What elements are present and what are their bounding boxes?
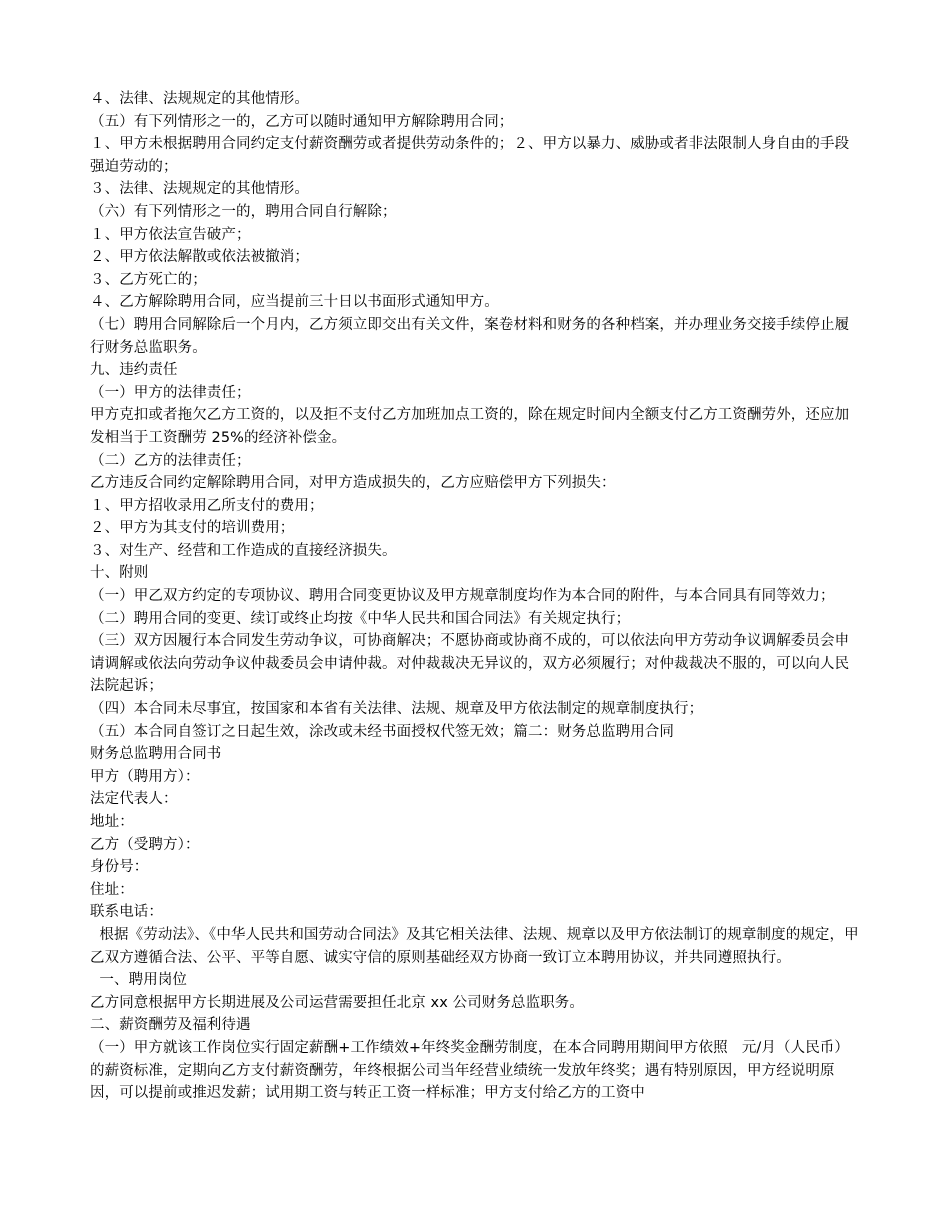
document-line: （一）甲方就该工作岗位实行固定薪酬+工作绩效+年终奖金酬劳制度，在本合同聘用期间甲方依照 元/月（人民币）的薪资标准，定期向乙方支付薪资酬劳，年终根据公司当年经营业绩统一发放年终奖；遇有特别原因，甲方经说明原因，可以提前或推迟发薪；试用期工资与转正工资一样标准；甲方支付给乙方的工资中 bbox=[90, 1039, 850, 1102]
document-line: ４、乙方解除聘用合同，应当提前三十日以书面形式通知甲方。 bbox=[90, 294, 499, 311]
document-line: （五）本合同自签订之日起生效，涂改或未经书面授权代签无效；篇二：财务总监聘用合同 bbox=[90, 723, 674, 740]
document-line: （七）聘用合同解除后一个月内，乙方须立即交出有关文件，案卷材料和财务的各种档案，并办理业务交接手续停止履行财务总监职务。 bbox=[90, 316, 850, 356]
document-line: （一）甲乙双方约定的专项协议、聘用合同变更协议及甲方规章制度均作为本合同的附件，与本合同具有同等效力； bbox=[90, 588, 835, 605]
document-line: （二）乙方的法律责任； bbox=[90, 452, 251, 469]
document-line: 一、聘用岗位 bbox=[90, 972, 188, 989]
document-line: 十、附则 bbox=[90, 565, 149, 582]
document-line: 地址： bbox=[90, 814, 134, 830]
document-line: １、甲方依法宣告破产； bbox=[90, 226, 251, 243]
document-line: （四）本合同未尽事宜，按国家和本省有关法律、法规、规章及甲方依法制定的规章制度执行； bbox=[90, 701, 704, 718]
document-line: 根据《劳动法》、《中华人民共和国劳动合同法》及其它相关法律、法规、规章以及甲方依法制订的规章制度的规定，甲乙双方遵循合法、公平、平等自愿、诚实守信的原则基础经双方协商一致订立本聘用协议，并共同遵照执行。 bbox=[90, 926, 859, 966]
document-line: １、甲方未根据聘用合同约定支付薪资酬劳或者提供劳动条件的；２、甲方以暴力、威胁或者非法限制人身自由的手段强迫劳动的； bbox=[90, 136, 850, 175]
document-line: 甲方克扣或者拖欠乙方工资的，以及拒不支付乙方加班加点工资的，除在规定时间内全额支付乙方工资酬劳外，还应加发相当于工资酬劳 25%的经济补偿金。 bbox=[90, 407, 850, 446]
document-line: 乙方同意根据甲方长期进展及公司运营需要担任北京 xx 公司财务总监职务。 bbox=[90, 994, 584, 1011]
document-line: 财务总监聘用合同书 bbox=[90, 746, 222, 763]
document-line: （五）有下列情形之一的，乙方可以随时通知甲方解除聘用合同； bbox=[90, 113, 514, 130]
document-line: ３、乙方死亡的； bbox=[90, 271, 207, 288]
document-line: ３、对生产、经营和工作造成的直接经济损失。 bbox=[90, 542, 397, 559]
document-line: （一）甲方的法律责任； bbox=[90, 384, 251, 401]
document-line: 联系电话： bbox=[90, 904, 163, 921]
document-line: 二、薪资酬劳及福利待遇 bbox=[90, 1017, 251, 1034]
document-line: ３、法律、法规规定的其他情形。 bbox=[90, 181, 309, 198]
document-line: 乙方违反合同约定解除聘用合同，对甲方造成损失的，乙方应赔偿甲方下列损失： bbox=[90, 475, 616, 492]
document-line: （二）聘用合同的变更、续订或终止均按《中华人民共和国合同法》有关规定执行； bbox=[90, 610, 631, 627]
document-line: ２、甲方为其支付的培训费用； bbox=[90, 520, 295, 537]
document-body bbox=[90, 88, 862, 1105]
document-line: （三）双方因履行本合同发生劳动争议，可协商解决；不愿协商或协商不成的，可以依法向甲方劳动争议调解委员会申请调解或依法向劳动争议仲裁委员会申请仲裁。对仲裁裁决无异议的，双方必须履行；对仲裁裁决不服的，可以向人民法院起诉； bbox=[90, 633, 850, 695]
document-line: 乙方（受聘方）： bbox=[90, 836, 200, 853]
document-line: ４、法律、法规规定的其他情形。 bbox=[90, 91, 309, 107]
document-line: 法定代表人： bbox=[90, 791, 178, 808]
document-line: 甲方（聘用方）： bbox=[90, 768, 200, 785]
document-line: 九、违约责任 bbox=[90, 362, 178, 379]
document-line: 身份号： bbox=[90, 859, 149, 876]
document-line: １、甲方招收录用乙所支付的费用； bbox=[90, 497, 324, 514]
document-line: ２、甲方依法解散或依法被撤消； bbox=[90, 249, 309, 266]
document-line: 住址： bbox=[90, 881, 134, 898]
document-line: （六）有下列情形之一的，聘用合同自行解除； bbox=[90, 203, 397, 220]
